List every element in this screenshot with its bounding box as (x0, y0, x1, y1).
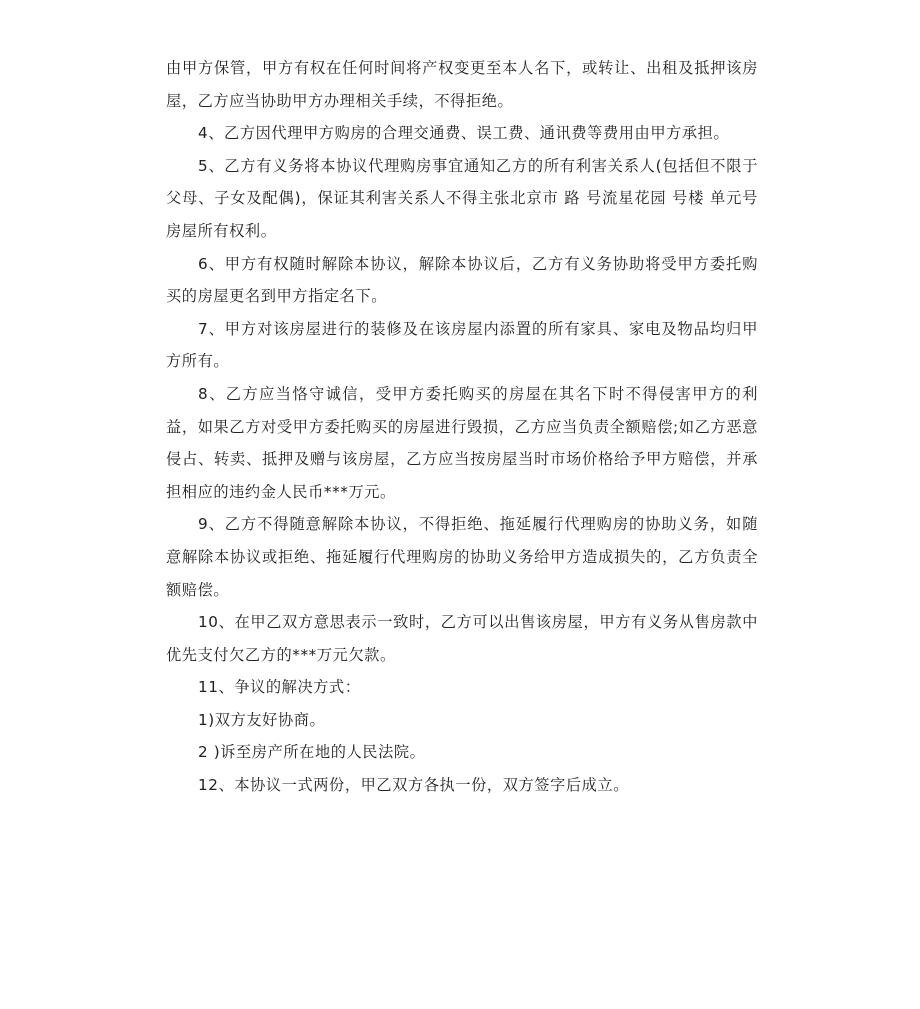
document-body (166, 52, 758, 802)
paragraph-continuation: 由甲方保管，甲方有权在任何时间将产权变更至本人名下，或转让、出租及抵押该房屋，乙方应当协助甲方办理相关手续，不得拒绝。 (166, 59, 758, 110)
paragraph-clause-10: 10、在甲乙双方意思表示一致时，乙方可以出售该房屋，甲方有义务从售房款中优先支付欠乙方的***万元欠款。 (166, 613, 758, 664)
paragraph-clause-5: 5、乙方有义务将本协议代理购房事宜通知乙方的所有利害关系人(包括但不限于父母、子女及配偶)，保证其利害关系人不得主张北京市 路 号流星花园 号楼 单元号房屋所有权利。 (166, 156, 758, 240)
paragraph-clause-9: 9、乙方不得随意解除本协议，不得拒绝、拖延履行代理购房的协助义务，如随意解除本协议或拒绝、拖延履行代理购房的协助义务给甲方造成损失的，乙方负责全额赔偿。 (166, 515, 758, 599)
paragraph-clause-8: 8、乙方应当恪守诚信，受甲方委托购买的房屋在其名下时不得侵害甲方的利益，如果乙方对受甲方委托购买的房屋进行毁损，乙方应当负责全额赔偿;如乙方恶意侵占、转卖、抵押及赠与该房屋，乙方应当按房屋当时市场价格给予甲方赔偿，并承担相应的违约金人民币***万元。 (166, 384, 758, 501)
paragraph-clause-7: 7、甲方对该房屋进行的装修及在该房屋内添置的所有家具、家电及物品均归甲方所有。 (166, 319, 758, 371)
paragraph-clause-11-item-2: 2 )诉至房产所在地的人民法院。 (198, 743, 426, 762)
paragraph-clause-6: 6、甲方有权随时解除本协议，解除本协议后，乙方有义务协助将受甲方委托购买的房屋更名到甲方指定名下。 (166, 254, 758, 306)
paragraph-clause-12: 12、本协议一式两份，甲乙双方各执一份，双方签字后成立。 (198, 776, 630, 795)
paragraph-clause-11-item-1: 1)双方友好协商。 (198, 710, 326, 729)
paragraph-clause-4: 4、乙方因代理甲方购房的合理交通费、误工费、通讯费等费用由甲方承担。 (198, 124, 730, 143)
paragraph-clause-11: 11、争议的解决方式： (198, 678, 361, 697)
